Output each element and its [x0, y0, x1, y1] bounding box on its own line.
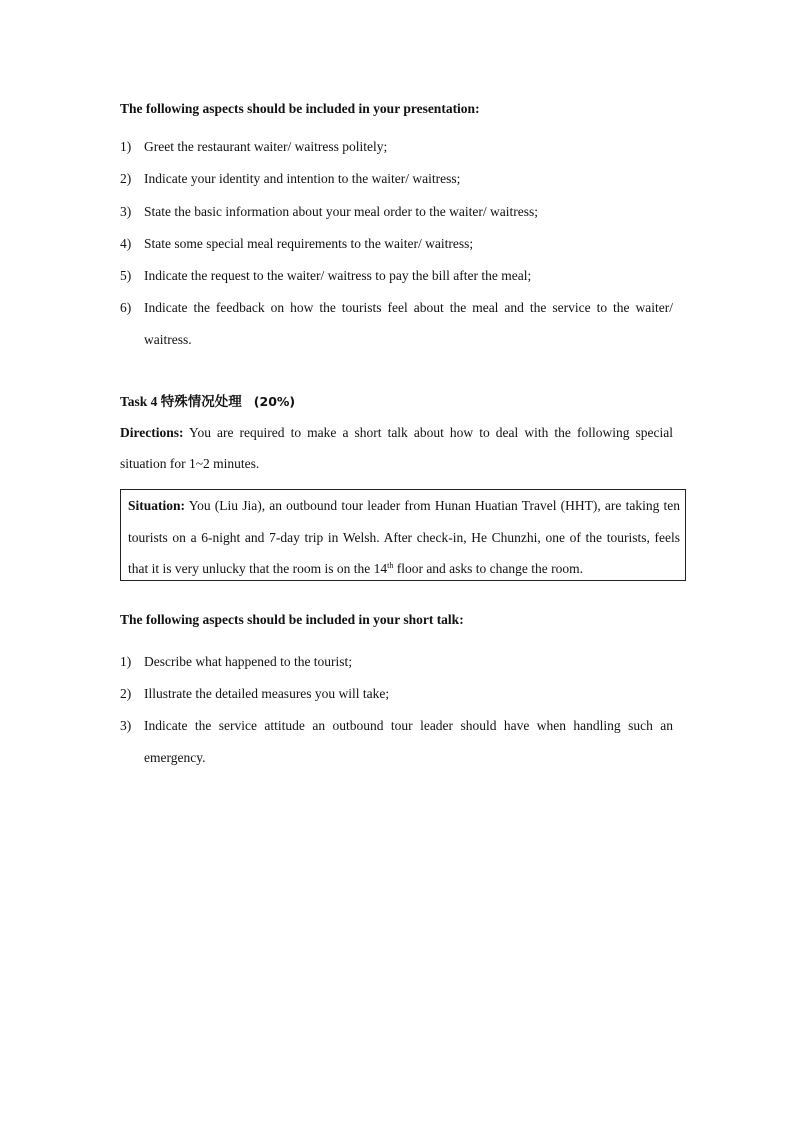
presentation-heading: The following aspects should be included in your presentation: [120, 101, 480, 116]
presentation-item-3 [120, 196, 673, 228]
task-title [120, 390, 295, 410]
item-number: 4) [120, 236, 132, 251]
presentation-item-6 [120, 292, 673, 356]
item-number: 1) [120, 139, 132, 154]
situation-text-before: You (Liu Jia), an outbound tour leader from Hunan Huatian Travel (HHT), are taking ten tourists on a 6-night and 7-day trip in Welsh. After check-in, He Chunzhi, one of the tourists, feels that it is very unlucky that the room is on the 14 [128, 498, 680, 576]
directions-label: Directions: [120, 425, 184, 440]
item-number: 5) [120, 268, 132, 283]
directions-text: You are required to make a short talk about how to deal with the following special situation for 1~2 minutes. [120, 425, 673, 471]
item-number: 6) [120, 300, 132, 315]
presentation-item-1 [120, 131, 673, 163]
situation-box [120, 489, 686, 581]
task-chinese-title: 特殊情况处理 [160, 394, 242, 410]
situation-label: Situation: [128, 498, 186, 513]
presentation-item-4 [120, 228, 673, 260]
situation-superscript: th [387, 561, 394, 570]
situation-paragraph [128, 490, 680, 585]
task-percent: (20%) [253, 394, 296, 409]
item-number: 3) [120, 204, 132, 219]
item-text: Indicate the feedback on how the tourists feel about the meal and the service to the waiter/ waitress. [144, 300, 673, 347]
item-text: Illustrate the detailed measures you will take; [144, 686, 390, 701]
directions-paragraph [120, 417, 673, 479]
item-number: 3) [120, 718, 132, 733]
item-text: Describe what happened to the tourist; [144, 654, 353, 669]
presentation-item-5 [120, 260, 673, 292]
task-label: Task 4 [120, 394, 161, 409]
short-talk-item-3 [120, 710, 673, 774]
item-number: 2) [120, 686, 132, 701]
item-text: State some special meal requirements to the waiter/ waitress; [144, 236, 474, 251]
short-talk-heading: The following aspects should be included in your short talk: [120, 612, 464, 627]
item-text: Greet the restaurant waiter/ waitress politely; [144, 139, 388, 154]
short-talk-item-2 [120, 678, 673, 710]
item-text: State the basic information about your meal order to the waiter/ waitress; [144, 204, 539, 219]
presentation-item-2 [120, 163, 673, 195]
item-number: 2) [120, 171, 132, 186]
situation-text-after: floor and asks to change the room. [393, 561, 584, 576]
item-number: 1) [120, 654, 132, 669]
item-text: Indicate your identity and intention to the waiter/ waitress; [144, 171, 461, 186]
short-talk-item-1 [120, 646, 673, 678]
item-text: Indicate the request to the waiter/ waitress to pay the bill after the meal; [144, 268, 532, 283]
item-text: Indicate the service attitude an outbound tour leader should have when handling such an emergency. [144, 718, 673, 765]
